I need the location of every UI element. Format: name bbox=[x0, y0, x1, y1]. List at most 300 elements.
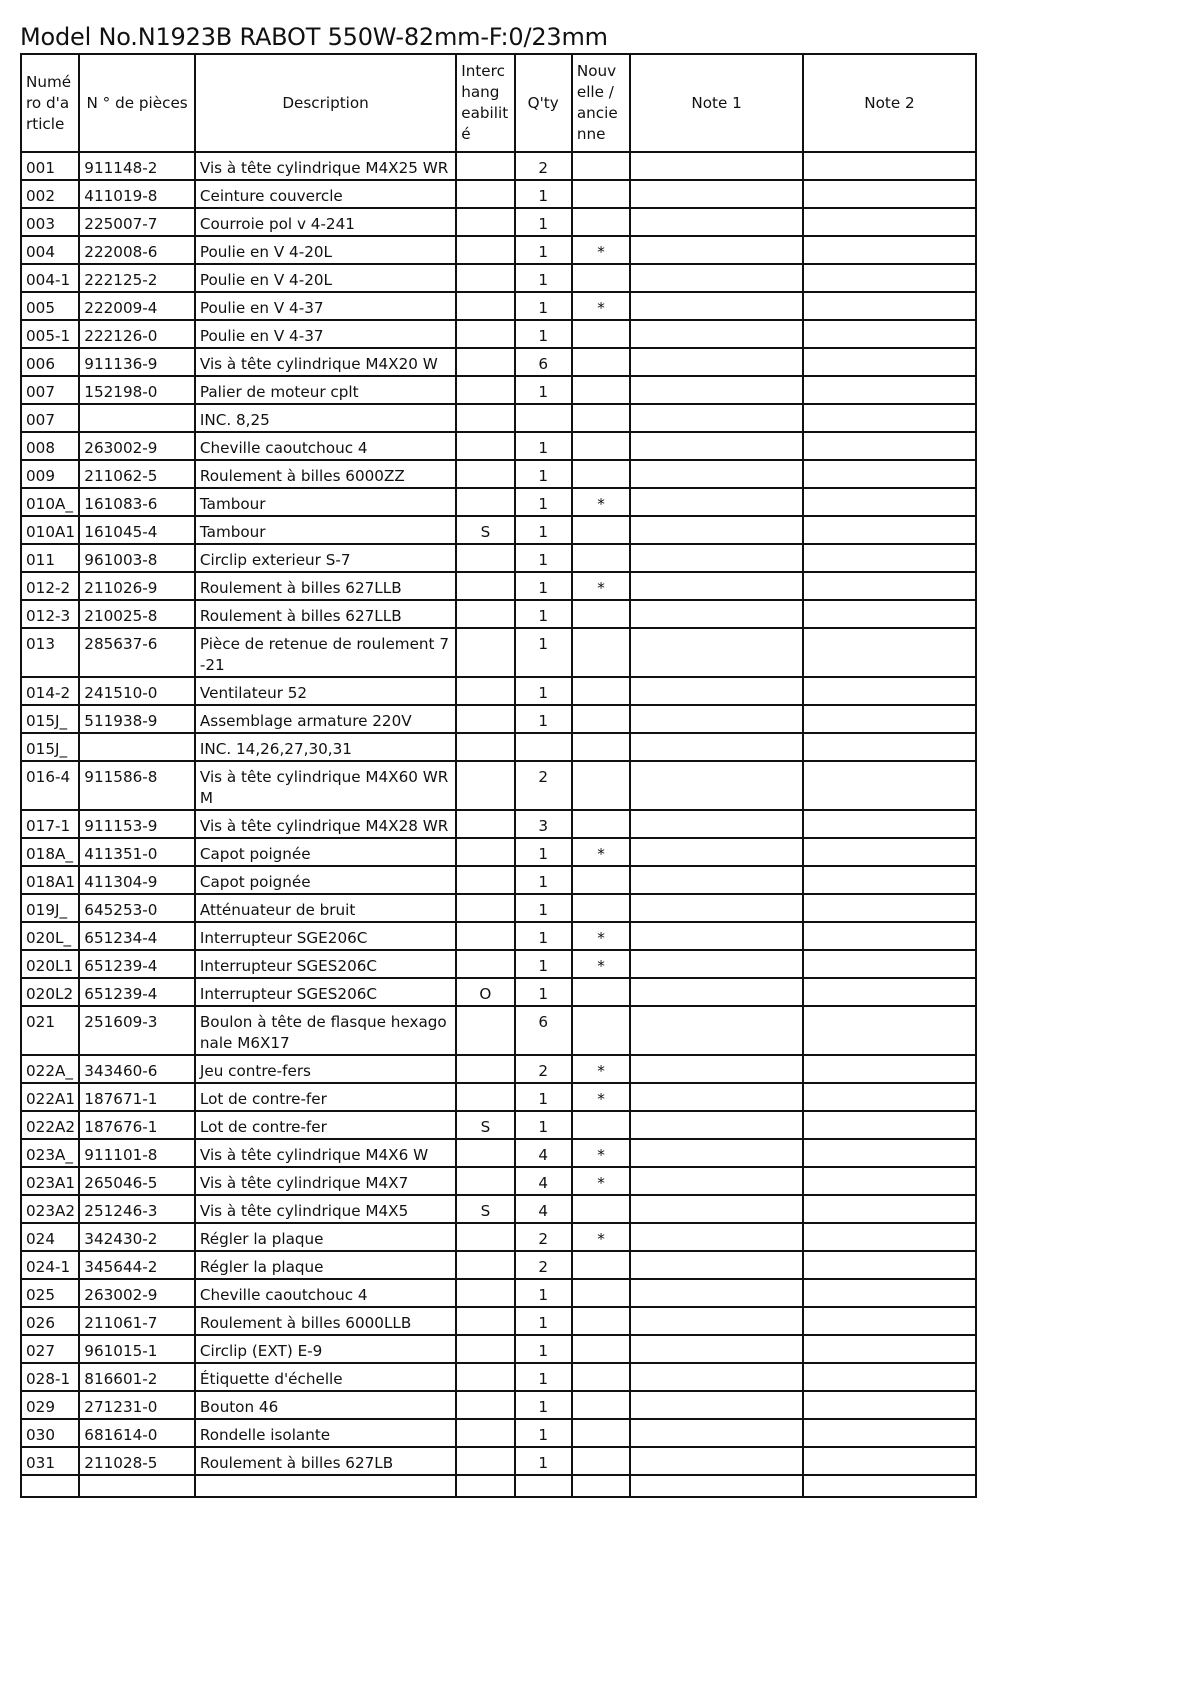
cell-part-number: 511938-9 bbox=[79, 705, 195, 733]
table-row bbox=[21, 1419, 976, 1447]
cell-interchangeability bbox=[456, 572, 514, 600]
cell-new-old: * bbox=[572, 572, 630, 600]
cell-quantity: 1 bbox=[515, 180, 572, 208]
cell-interchangeability bbox=[456, 628, 514, 677]
cell-item-number: 001 bbox=[21, 152, 79, 180]
cell-part-number: 210025-8 bbox=[79, 600, 195, 628]
cell-quantity: 6 bbox=[515, 1006, 572, 1055]
table-row bbox=[21, 208, 976, 236]
cell-note-1 bbox=[630, 1223, 803, 1251]
cell-interchangeability bbox=[456, 1307, 514, 1335]
cell-note-1 bbox=[630, 348, 803, 376]
cell-description: Ceinture couvercle bbox=[195, 180, 456, 208]
cell-description: Circlip exterieur S-7 bbox=[195, 544, 456, 572]
cell-note-2 bbox=[803, 950, 976, 978]
table-row bbox=[21, 376, 976, 404]
cell-item-number: 022A1 bbox=[21, 1083, 79, 1111]
table-row bbox=[21, 677, 976, 705]
cell-note-1 bbox=[630, 628, 803, 677]
cell-description: Roulement à billes 627LLB bbox=[195, 572, 456, 600]
cell-note-2 bbox=[803, 320, 976, 348]
table-row bbox=[21, 1307, 976, 1335]
cell-item-number: 010A1 bbox=[21, 516, 79, 544]
cell-new-old bbox=[572, 460, 630, 488]
cell-interchangeability: S bbox=[456, 1111, 514, 1139]
cell-note-2 bbox=[803, 1083, 976, 1111]
cell-new-old bbox=[572, 320, 630, 348]
cell-note-2 bbox=[803, 1223, 976, 1251]
cell-new-old bbox=[572, 152, 630, 180]
cell-quantity: 1 bbox=[515, 572, 572, 600]
cell-note-1 bbox=[630, 1279, 803, 1307]
cell-part-number bbox=[79, 733, 195, 761]
cell-description: Lot de contre-fer bbox=[195, 1083, 456, 1111]
cell-part-number: 681614-0 bbox=[79, 1419, 195, 1447]
cell-item-number: 018A_ bbox=[21, 838, 79, 866]
cell-interchangeability bbox=[456, 894, 514, 922]
cell-new-old bbox=[572, 1419, 630, 1447]
cell-new-old bbox=[572, 208, 630, 236]
cell-note-1 bbox=[630, 432, 803, 460]
cell-interchangeability bbox=[456, 348, 514, 376]
cell-quantity: 1 bbox=[515, 838, 572, 866]
cell-note-2 bbox=[803, 1055, 976, 1083]
cell-interchangeability bbox=[456, 1139, 514, 1167]
cell-quantity bbox=[515, 733, 572, 761]
cell-description: Tambour bbox=[195, 516, 456, 544]
table-row bbox=[21, 1223, 976, 1251]
cell-part-number: 161083-6 bbox=[79, 488, 195, 516]
cell-note-1 bbox=[630, 1447, 803, 1475]
cell-description: Cheville caoutchouc 4 bbox=[195, 432, 456, 460]
cell-quantity: 1 bbox=[515, 1447, 572, 1475]
cell-new-old bbox=[572, 1111, 630, 1139]
header-row bbox=[21, 54, 976, 152]
cell-description: Régler la plaque bbox=[195, 1223, 456, 1251]
cell-description: Vis à tête cylindrique M4X20 W bbox=[195, 348, 456, 376]
cell-item-number: 020L_ bbox=[21, 922, 79, 950]
cell-note-2 bbox=[803, 460, 976, 488]
cell-note-2 bbox=[803, 1006, 976, 1055]
cell-part-number bbox=[79, 404, 195, 432]
cell-description: Courroie pol v 4-241 bbox=[195, 208, 456, 236]
cell-note-1 bbox=[630, 733, 803, 761]
cell-note-2 bbox=[803, 376, 976, 404]
empty-cell bbox=[21, 1475, 79, 1497]
cell-quantity: 1 bbox=[515, 1111, 572, 1139]
cell-part-number: 345644-2 bbox=[79, 1251, 195, 1279]
header-new-old: Nouv elle / ancie nne bbox=[572, 54, 630, 152]
cell-quantity: 1 bbox=[515, 1279, 572, 1307]
empty-cell bbox=[79, 1475, 195, 1497]
cell-note-1 bbox=[630, 376, 803, 404]
cell-new-old: * bbox=[572, 1223, 630, 1251]
cell-note-2 bbox=[803, 600, 976, 628]
cell-part-number: 911153-9 bbox=[79, 810, 195, 838]
table-row bbox=[21, 1279, 976, 1307]
cell-note-1 bbox=[630, 866, 803, 894]
cell-quantity: 1 bbox=[515, 677, 572, 705]
cell-item-number: 019J_ bbox=[21, 894, 79, 922]
cell-note-2 bbox=[803, 404, 976, 432]
cell-interchangeability bbox=[456, 544, 514, 572]
cell-new-old bbox=[572, 810, 630, 838]
cell-new-old: * bbox=[572, 950, 630, 978]
cell-description: Vis à tête cylindrique M4X60 WR M bbox=[195, 761, 456, 810]
cell-note-1 bbox=[630, 180, 803, 208]
empty-cell bbox=[803, 1475, 976, 1497]
cell-quantity: 1 bbox=[515, 866, 572, 894]
cell-new-old bbox=[572, 705, 630, 733]
cell-item-number: 002 bbox=[21, 180, 79, 208]
cell-quantity: 2 bbox=[515, 1223, 572, 1251]
cell-note-1 bbox=[630, 810, 803, 838]
cell-note-2 bbox=[803, 1139, 976, 1167]
cell-part-number: 911136-9 bbox=[79, 348, 195, 376]
cell-new-old bbox=[572, 1279, 630, 1307]
cell-part-number: 263002-9 bbox=[79, 1279, 195, 1307]
cell-interchangeability bbox=[456, 922, 514, 950]
cell-interchangeability bbox=[456, 180, 514, 208]
cell-description: Poulie en V 4-37 bbox=[195, 320, 456, 348]
cell-new-old: * bbox=[572, 1167, 630, 1195]
cell-part-number: 411019-8 bbox=[79, 180, 195, 208]
cell-interchangeability bbox=[456, 950, 514, 978]
cell-description: Ventilateur 52 bbox=[195, 677, 456, 705]
cell-note-2 bbox=[803, 292, 976, 320]
cell-part-number: 222008-6 bbox=[79, 236, 195, 264]
cell-quantity: 1 bbox=[515, 1363, 572, 1391]
cell-description: Assemblage armature 220V bbox=[195, 705, 456, 733]
table-row bbox=[21, 950, 976, 978]
cell-note-2 bbox=[803, 152, 976, 180]
cell-quantity: 1 bbox=[515, 894, 572, 922]
cell-item-number: 008 bbox=[21, 432, 79, 460]
cell-note-1 bbox=[630, 1006, 803, 1055]
table-row bbox=[21, 348, 976, 376]
cell-item-number: 028-1 bbox=[21, 1363, 79, 1391]
empty-cell bbox=[630, 1475, 803, 1497]
cell-part-number: 211026-9 bbox=[79, 572, 195, 600]
header-interchangeability: Interc hang eabilit é bbox=[456, 54, 514, 152]
cell-description: Interrupteur SGE206C bbox=[195, 922, 456, 950]
table-row bbox=[21, 1083, 976, 1111]
cell-note-2 bbox=[803, 1447, 976, 1475]
cell-new-old bbox=[572, 733, 630, 761]
cell-part-number: 285637-6 bbox=[79, 628, 195, 677]
cell-part-number: 222125-2 bbox=[79, 264, 195, 292]
cell-new-old bbox=[572, 978, 630, 1006]
cell-new-old: * bbox=[572, 488, 630, 516]
cell-description: Poulie en V 4-37 bbox=[195, 292, 456, 320]
cell-description: Vis à tête cylindrique M4X28 WR bbox=[195, 810, 456, 838]
cell-part-number: 187676-1 bbox=[79, 1111, 195, 1139]
header-note-1: Note 1 bbox=[630, 54, 803, 152]
cell-new-old bbox=[572, 600, 630, 628]
cell-note-2 bbox=[803, 1391, 976, 1419]
cell-item-number: 006 bbox=[21, 348, 79, 376]
cell-note-2 bbox=[803, 544, 976, 572]
cell-quantity: 1 bbox=[515, 1419, 572, 1447]
cell-note-2 bbox=[803, 922, 976, 950]
cell-description: Interrupteur SGES206C bbox=[195, 950, 456, 978]
cell-quantity: 2 bbox=[515, 152, 572, 180]
cell-item-number: 023A1 bbox=[21, 1167, 79, 1195]
table-row bbox=[21, 761, 976, 810]
cell-description: Tambour bbox=[195, 488, 456, 516]
table-row bbox=[21, 1447, 976, 1475]
cell-note-1 bbox=[630, 292, 803, 320]
table-row bbox=[21, 180, 976, 208]
cell-quantity: 4 bbox=[515, 1139, 572, 1167]
cell-new-old bbox=[572, 544, 630, 572]
cell-item-number: 023A2 bbox=[21, 1195, 79, 1223]
cell-item-number: 025 bbox=[21, 1279, 79, 1307]
cell-note-1 bbox=[630, 152, 803, 180]
table-row bbox=[21, 810, 976, 838]
cell-new-old bbox=[572, 1251, 630, 1279]
cell-item-number: 015J_ bbox=[21, 705, 79, 733]
cell-interchangeability bbox=[456, 1419, 514, 1447]
cell-note-1 bbox=[630, 1391, 803, 1419]
cell-note-2 bbox=[803, 628, 976, 677]
cell-new-old bbox=[572, 1006, 630, 1055]
table-row bbox=[21, 922, 976, 950]
cell-description: Régler la plaque bbox=[195, 1251, 456, 1279]
cell-note-2 bbox=[803, 516, 976, 544]
cell-new-old bbox=[572, 866, 630, 894]
cell-interchangeability bbox=[456, 1006, 514, 1055]
cell-description: Poulie en V 4-20L bbox=[195, 236, 456, 264]
cell-interchangeability bbox=[456, 705, 514, 733]
cell-part-number: 152198-0 bbox=[79, 376, 195, 404]
empty-cell bbox=[456, 1475, 514, 1497]
cell-interchangeability bbox=[456, 1083, 514, 1111]
cell-description: Roulement à billes 6000ZZ bbox=[195, 460, 456, 488]
cell-note-2 bbox=[803, 866, 976, 894]
cell-new-old bbox=[572, 1335, 630, 1363]
page-title: Model No.N1923B RABOT 550W-82mm-F:0/23mm bbox=[20, 23, 608, 51]
cell-interchangeability bbox=[456, 1279, 514, 1307]
cell-note-2 bbox=[803, 761, 976, 810]
cell-item-number: 013 bbox=[21, 628, 79, 677]
cell-description: INC. 14,26,27,30,31 bbox=[195, 733, 456, 761]
cell-description: Capot poignée bbox=[195, 838, 456, 866]
cell-part-number: 342430-2 bbox=[79, 1223, 195, 1251]
cell-note-1 bbox=[630, 894, 803, 922]
cell-new-old bbox=[572, 180, 630, 208]
cell-note-1 bbox=[630, 761, 803, 810]
cell-note-1 bbox=[630, 320, 803, 348]
cell-item-number: 009 bbox=[21, 460, 79, 488]
table-row bbox=[21, 544, 976, 572]
cell-new-old: * bbox=[572, 1139, 630, 1167]
cell-new-old: * bbox=[572, 1083, 630, 1111]
table-row bbox=[21, 1139, 976, 1167]
cell-part-number: 911148-2 bbox=[79, 152, 195, 180]
cell-part-number: 651239-4 bbox=[79, 950, 195, 978]
cell-item-number: 020L1 bbox=[21, 950, 79, 978]
cell-description: Palier de moteur cplt bbox=[195, 376, 456, 404]
cell-note-1 bbox=[630, 236, 803, 264]
cell-part-number: 241510-0 bbox=[79, 677, 195, 705]
cell-interchangeability: S bbox=[456, 1195, 514, 1223]
cell-interchangeability bbox=[456, 677, 514, 705]
cell-note-1 bbox=[630, 1251, 803, 1279]
table-row bbox=[21, 1391, 976, 1419]
cell-interchangeability bbox=[456, 733, 514, 761]
cell-item-number: 022A_ bbox=[21, 1055, 79, 1083]
cell-part-number: 651234-4 bbox=[79, 922, 195, 950]
cell-interchangeability bbox=[456, 404, 514, 432]
cell-item-number: 016-4 bbox=[21, 761, 79, 810]
cell-new-old bbox=[572, 677, 630, 705]
cell-item-number: 003 bbox=[21, 208, 79, 236]
cell-note-2 bbox=[803, 572, 976, 600]
cell-note-2 bbox=[803, 432, 976, 460]
header-quantity: Q'ty bbox=[515, 54, 572, 152]
cell-item-number: 024-1 bbox=[21, 1251, 79, 1279]
table-row bbox=[21, 1251, 976, 1279]
cell-description: Vis à tête cylindrique M4X5 bbox=[195, 1195, 456, 1223]
cell-quantity: 1 bbox=[515, 950, 572, 978]
cell-note-1 bbox=[630, 922, 803, 950]
cell-interchangeability: O bbox=[456, 978, 514, 1006]
cell-item-number: 015J_ bbox=[21, 733, 79, 761]
cell-note-1 bbox=[630, 600, 803, 628]
table-row bbox=[21, 152, 976, 180]
cell-interchangeability bbox=[456, 1167, 514, 1195]
table-row bbox=[21, 705, 976, 733]
cell-note-2 bbox=[803, 705, 976, 733]
cell-note-1 bbox=[630, 1111, 803, 1139]
cell-quantity: 1 bbox=[515, 376, 572, 404]
cell-part-number: 222126-0 bbox=[79, 320, 195, 348]
cell-description: Roulement à billes 6000LLB bbox=[195, 1307, 456, 1335]
cell-item-number: 021 bbox=[21, 1006, 79, 1055]
cell-description: Vis à tête cylindrique M4X7 bbox=[195, 1167, 456, 1195]
cell-item-number: 005-1 bbox=[21, 320, 79, 348]
header-description: Description bbox=[195, 54, 456, 152]
cell-new-old: * bbox=[572, 236, 630, 264]
cell-note-1 bbox=[630, 1083, 803, 1111]
cell-interchangeability bbox=[456, 1251, 514, 1279]
header-note-2: Note 2 bbox=[803, 54, 976, 152]
cell-part-number: 961015-1 bbox=[79, 1335, 195, 1363]
cell-item-number: 024 bbox=[21, 1223, 79, 1251]
cell-new-old bbox=[572, 404, 630, 432]
cell-note-2 bbox=[803, 677, 976, 705]
cell-quantity: 1 bbox=[515, 1391, 572, 1419]
cell-new-old bbox=[572, 516, 630, 544]
cell-note-2 bbox=[803, 1363, 976, 1391]
cell-part-number: 816601-2 bbox=[79, 1363, 195, 1391]
cell-part-number: 343460-6 bbox=[79, 1055, 195, 1083]
cell-quantity: 4 bbox=[515, 1195, 572, 1223]
cell-note-2 bbox=[803, 1279, 976, 1307]
cell-part-number: 161045-4 bbox=[79, 516, 195, 544]
cell-interchangeability bbox=[456, 460, 514, 488]
table-row bbox=[21, 292, 976, 320]
cell-item-number: 004 bbox=[21, 236, 79, 264]
cell-new-old bbox=[572, 894, 630, 922]
cell-description: Circlip (EXT) E-9 bbox=[195, 1335, 456, 1363]
cell-description: Pièce de retenue de roulement 7 -21 bbox=[195, 628, 456, 677]
cell-note-2 bbox=[803, 810, 976, 838]
table-row bbox=[21, 1475, 976, 1497]
table-row bbox=[21, 432, 976, 460]
cell-part-number: 222009-4 bbox=[79, 292, 195, 320]
cell-note-2 bbox=[803, 1195, 976, 1223]
cell-item-number: 031 bbox=[21, 1447, 79, 1475]
cell-interchangeability bbox=[456, 1055, 514, 1083]
cell-new-old bbox=[572, 1195, 630, 1223]
cell-quantity: 1 bbox=[515, 516, 572, 544]
cell-new-old: * bbox=[572, 922, 630, 950]
table-row bbox=[21, 488, 976, 516]
cell-note-1 bbox=[630, 1055, 803, 1083]
cell-item-number: 017-1 bbox=[21, 810, 79, 838]
cell-interchangeability: S bbox=[456, 516, 514, 544]
table-row bbox=[21, 866, 976, 894]
cell-description: Étiquette d'échelle bbox=[195, 1363, 456, 1391]
cell-description: Roulement à billes 627LB bbox=[195, 1447, 456, 1475]
cell-interchangeability bbox=[456, 1223, 514, 1251]
cell-note-1 bbox=[630, 1363, 803, 1391]
cell-description: Poulie en V 4-20L bbox=[195, 264, 456, 292]
cell-item-number: 020L2 bbox=[21, 978, 79, 1006]
cell-item-number: 030 bbox=[21, 1419, 79, 1447]
cell-new-old bbox=[572, 264, 630, 292]
cell-quantity bbox=[515, 404, 572, 432]
cell-description: Boulon à tête de flasque hexago nale M6X17 bbox=[195, 1006, 456, 1055]
table-row bbox=[21, 320, 976, 348]
cell-part-number: 961003-8 bbox=[79, 544, 195, 572]
cell-quantity: 1 bbox=[515, 1335, 572, 1363]
cell-note-2 bbox=[803, 838, 976, 866]
cell-part-number: 911586-8 bbox=[79, 761, 195, 810]
cell-interchangeability bbox=[456, 1335, 514, 1363]
cell-quantity: 1 bbox=[515, 236, 572, 264]
cell-note-2 bbox=[803, 348, 976, 376]
table-row bbox=[21, 1335, 976, 1363]
cell-interchangeability bbox=[456, 600, 514, 628]
cell-note-1 bbox=[630, 978, 803, 1006]
empty-cell bbox=[195, 1475, 456, 1497]
cell-item-number: 012-3 bbox=[21, 600, 79, 628]
cell-interchangeability bbox=[456, 1391, 514, 1419]
table-row bbox=[21, 572, 976, 600]
cell-note-2 bbox=[803, 180, 976, 208]
cell-interchangeability bbox=[456, 1447, 514, 1475]
cell-part-number: 211062-5 bbox=[79, 460, 195, 488]
cell-note-1 bbox=[630, 1307, 803, 1335]
cell-note-2 bbox=[803, 208, 976, 236]
cell-item-number: 014-2 bbox=[21, 677, 79, 705]
cell-quantity: 1 bbox=[515, 460, 572, 488]
cell-description: Jeu contre-fers bbox=[195, 1055, 456, 1083]
cell-interchangeability bbox=[456, 838, 514, 866]
cell-note-1 bbox=[630, 1419, 803, 1447]
empty-cell bbox=[572, 1475, 630, 1497]
cell-part-number: 211061-7 bbox=[79, 1307, 195, 1335]
cell-quantity: 2 bbox=[515, 1055, 572, 1083]
cell-new-old bbox=[572, 376, 630, 404]
cell-item-number: 011 bbox=[21, 544, 79, 572]
cell-quantity: 1 bbox=[515, 264, 572, 292]
cell-note-1 bbox=[630, 488, 803, 516]
table-row bbox=[21, 264, 976, 292]
